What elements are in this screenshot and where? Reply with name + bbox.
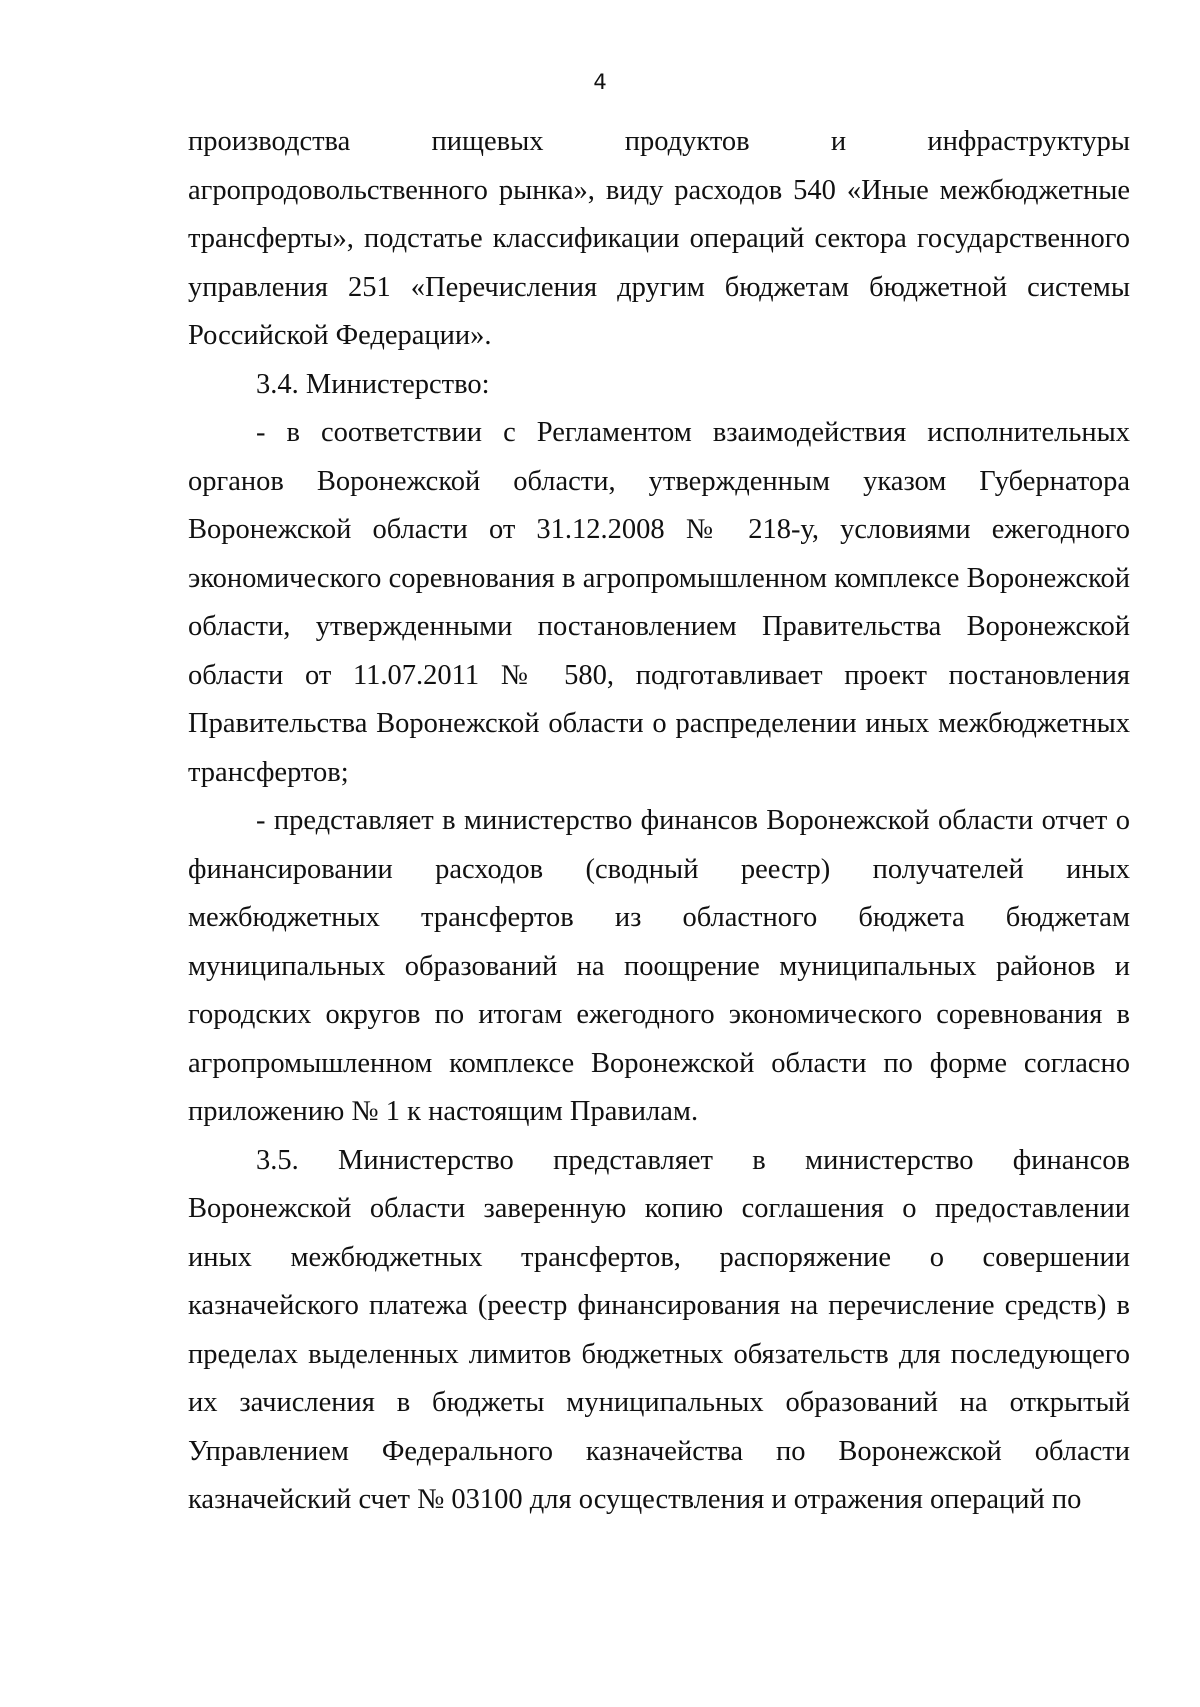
paragraph-section-3-5: 3.5. Министерство представляет в министерство финансов Воронежской области заверенную копию соглашения о предоставлении иных межбюджетных трансфертов, распоряжение о совершении казначейского платежа (реестр финансирования на перечисление средств) в пределах выделенных лимитов бюджетных обязательств для последующего их зачисления в бюджеты муниципальных образований на открытый Управлением Федерального казначейства по Воронежской области казначейский счет № 03100 для осуществления и отражения операций по [188,1144,1130,1515]
document-body [188,118,1130,1525]
paragraph-section-3-4-heading: 3.4. Министерство: [256,368,490,400]
page-number: 4 [593,70,607,94]
paragraph-section-3-4-item-1: - в соответствии с Регламентом взаимодействия исполнительных органов Воронежской области, утвержденным указом Губернатора Воронежской области от 31.12.2008 № 218-у, условиями ежегодного экономического соревнования в агропромышленном комплексе Воронежской области, утвержденными постановлением Правительства Воронежской области от 11.07.2011 № 580, подготавливает проект постановления Правительства Воронежской области о распределении иных межбюджетных трансфертов; [188,417,1130,788]
paragraph-continuation: производства пищевых продуктов и инфраструктуры агропродовольственного рынка», виду расходов 540 «Иные межбюджетные трансферты», подстатье классификации операций сектора государственного управления 251 «Перечисления другим бюджетам бюджетной системы Российской Федерации». [188,126,1130,351]
paragraph-section-3-4-item-2: - представляет в министерство финансов Воронежской области отчет о финансировании расходов (сводный реестр) получателей иных межбюджетных трансфертов из областного бюджета бюджетам муниципальных образований на поощрение муниципальных районов и городских округов по итогам ежегодного экономического соревнования в агропромышленном комплексе Воронежской области по форме согласно приложению № 1 к настоящим Правилам. [188,805,1130,1127]
